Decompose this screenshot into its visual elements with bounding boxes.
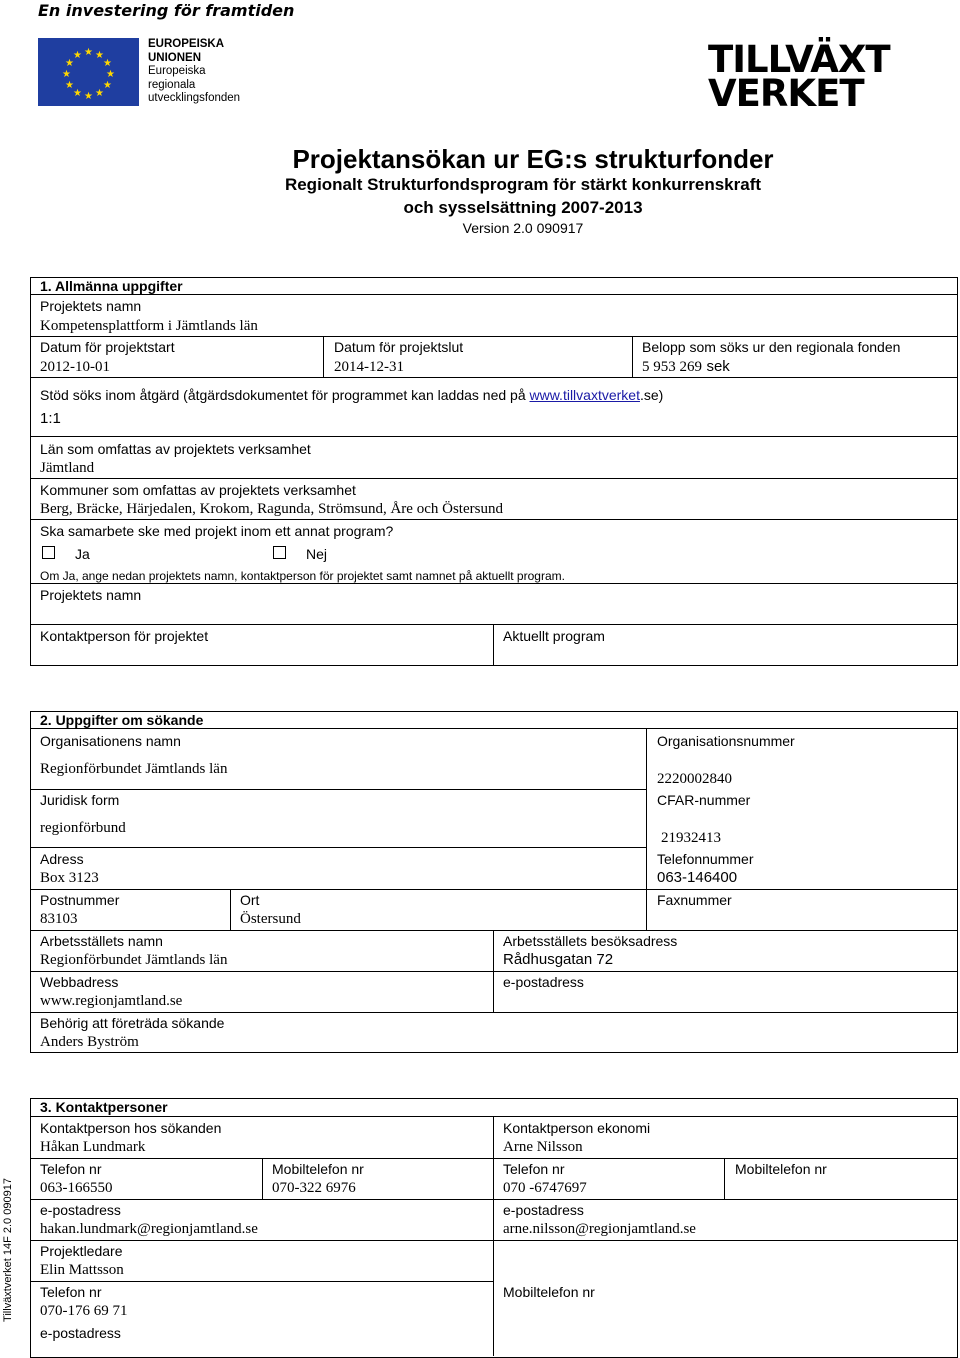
page-subtitle: Regionalt Strukturfondsprogram för stärkt konkurrenskraft [284, 175, 762, 194]
svg-text:★: ★ [73, 50, 82, 61]
program-field[interactable] [503, 645, 943, 663]
version-text: Version 2.0 090917 [462, 220, 584, 236]
web-field[interactable]: www.regionjamtland.se [40, 993, 183, 1009]
tillvaxtverket-link[interactable]: www.tillvaxtverket [529, 387, 640, 403]
legal-form-label: Juridisk form [40, 792, 120, 808]
form-id-side-text: Tillväxtverket 14F 2.0 090917 [2, 1178, 14, 1322]
svg-text:★: ★ [65, 80, 74, 91]
svg-text:★: ★ [95, 88, 104, 99]
end-date-label: Datum för projektslut [334, 339, 464, 355]
org-number-field[interactable]: 2220002840 [657, 771, 732, 787]
phone-label: Telefonnummer [657, 851, 754, 867]
other-project-label: Projektets namn [40, 587, 142, 603]
svg-text:★: ★ [62, 69, 71, 80]
eu-logo-line: utvecklingsfonden [148, 92, 241, 104]
project-name-field[interactable]: Kompetensplattform i Jämtlands län [40, 318, 258, 334]
eu-logo-line: EUROPEISKA [148, 38, 225, 50]
page-title: Projektansökan ur EG:s strukturfonder [292, 144, 774, 174]
logo-line: TILLVÄXT [708, 38, 890, 81]
project-name-label: Projektets namn [40, 298, 142, 314]
cfar-field[interactable]: 21932413 [661, 830, 721, 846]
leader-mobile-label: Mobiltelefon nr [503, 1284, 595, 1300]
postal-field[interactable]: 83103 [40, 911, 78, 927]
eu-logo-line: UNIONEN [148, 51, 202, 64]
applicant-email-field[interactable]: hakan.lundmark@regionjamtland.se [40, 1221, 258, 1237]
project-leader-field[interactable]: Elin Mattsson [40, 1262, 124, 1278]
measure-label [40, 387, 663, 403]
visit-address-field[interactable]: Rådhusgatan 72 [503, 951, 614, 968]
county-field[interactable]: Jämtland [40, 460, 95, 476]
other-project-field[interactable] [40, 604, 940, 622]
workplace-field[interactable]: Regionförbundet Jämtlands län [40, 952, 228, 968]
section-2-heading: 2. Uppgifter om sökande [40, 712, 204, 728]
municipalities-field[interactable]: Berg, Bräcke, Härjedalen, Krokom, Ragunda, Strömsund, Åre och Östersund [40, 501, 503, 517]
address-label: Adress [40, 851, 84, 867]
svg-text:★: ★ [84, 91, 93, 102]
yes-label: Ja [75, 546, 90, 562]
org-name-label: Organisationens namn [40, 733, 181, 749]
economy-phone-label: Telefon nr [503, 1161, 565, 1177]
fax-label: Faxnummer [657, 892, 732, 908]
svg-text:★: ★ [103, 58, 112, 69]
phone-field[interactable]: 063-146400 [657, 869, 738, 886]
tillvaxtverket-logo [708, 38, 898, 115]
applicant-phone-field[interactable]: 063-166550 [40, 1180, 113, 1196]
logo-line: VERKET [708, 72, 864, 115]
svg-text:★: ★ [84, 47, 93, 58]
amount-field[interactable] [642, 358, 730, 376]
svg-text:★: ★ [65, 58, 74, 69]
leader-email-label: e-postadress [40, 1325, 121, 1341]
county-label: Län som omfattas av projektets verksamhet [40, 441, 311, 457]
eu-flag-icon [38, 38, 139, 106]
eu-logo-line: Europeiska [148, 65, 206, 77]
contact-field[interactable] [40, 645, 480, 663]
cooperation-note: Om Ja, ange nedan projektets namn, kontaktperson för projektet samt namnet på aktuellt program. [40, 569, 565, 583]
address-field[interactable]: Box 3123 [40, 870, 99, 886]
applicant-email-label: e-postadress [40, 1202, 121, 1218]
applicant-mobile-label: Mobiltelefon nr [272, 1161, 364, 1177]
city-label: Ort [240, 892, 260, 908]
email-field[interactable] [503, 992, 943, 1010]
section-1-heading: 1. Allmänna uppgifter [40, 278, 183, 294]
program-label: Aktuellt program [503, 628, 605, 644]
end-date-field[interactable]: 2014-12-31 [334, 359, 404, 375]
measure-field[interactable]: 1:1 [40, 410, 61, 427]
legal-form-field[interactable]: regionförbund [40, 820, 126, 836]
city-field[interactable]: Östersund [240, 911, 301, 927]
svg-text:★: ★ [106, 69, 115, 80]
cfar-label: CFAR-nummer [657, 792, 751, 808]
page-subtitle: och sysselsättning 2007-2013 [403, 198, 643, 217]
authorized-label: Behörig att företräda sökande [40, 1015, 225, 1031]
svg-text:★: ★ [95, 50, 104, 61]
svg-text:★: ★ [103, 80, 112, 91]
economy-email-field[interactable]: arne.nilsson@regionjamtland.se [503, 1221, 696, 1237]
eu-logo [38, 38, 258, 108]
leader-phone-field[interactable]: 070-176 69 71 [40, 1303, 128, 1319]
authorized-field[interactable]: Anders Byström [40, 1034, 139, 1050]
applicant-mobile-field[interactable]: 070-322 6976 [272, 1180, 356, 1196]
amount-value: 5 953 269 [642, 359, 702, 375]
visit-address-label: Arbetsställets besöksadress [503, 933, 678, 949]
svg-text:★: ★ [73, 88, 82, 99]
applicant-phone-label: Telefon nr [40, 1161, 102, 1177]
economy-email-label: e-postadress [503, 1202, 584, 1218]
no-label: Nej [306, 546, 328, 562]
yes-checkbox[interactable] [42, 546, 55, 559]
amount-unit: sek [706, 358, 730, 375]
economy-phone-field[interactable]: 070 -6747697 [503, 1180, 587, 1196]
email-label: e-postadress [503, 974, 584, 990]
contact-label: Kontaktperson för projektet [40, 628, 209, 644]
applicant-contact-label: Kontaktperson hos sökanden [40, 1120, 222, 1136]
economy-contact-label: Kontaktperson ekonomi [503, 1120, 651, 1136]
cooperation-question: Ska samarbete ske med projekt inom ett annat program? [40, 523, 394, 539]
org-name-field[interactable]: Regionförbundet Jämtlands län [40, 761, 228, 777]
web-label: Webbadress [40, 974, 119, 990]
start-date-field[interactable]: 2012-10-01 [40, 359, 110, 375]
project-leader-label: Projektledare [40, 1243, 123, 1259]
applicant-contact-field[interactable]: Håkan Lundmark [40, 1139, 146, 1155]
org-number-label: Organisationsnummer [657, 733, 795, 749]
postal-label: Postnummer [40, 892, 120, 908]
economy-mobile-label: Mobiltelefon nr [735, 1161, 827, 1177]
measure-label-text: Stöd söks inom åtgärd (åtgärdsdokumentet för programmet kan laddas ned på [40, 387, 530, 403]
fax-field[interactable] [657, 910, 947, 928]
no-checkbox[interactable] [273, 546, 286, 559]
workplace-label: Arbetsställets namn [40, 933, 163, 949]
leader-phone-label: Telefon nr [40, 1284, 102, 1300]
eu-logo-line: regionala [148, 78, 196, 91]
economy-mobile-field[interactable] [735, 1179, 945, 1197]
tagline: En investering för framtiden [38, 1, 295, 20]
start-date-label: Datum för projektstart [40, 339, 175, 355]
economy-contact-field[interactable]: Arne Nilsson [503, 1139, 583, 1155]
section-3-heading: 3. Kontaktpersoner [40, 1099, 168, 1115]
municipalities-label: Kommuner som omfattas av projektets verksamhet [40, 482, 356, 498]
measure-label-end: .se) [639, 387, 664, 403]
amount-label: Belopp som söks ur den regionala fonden [642, 339, 901, 355]
